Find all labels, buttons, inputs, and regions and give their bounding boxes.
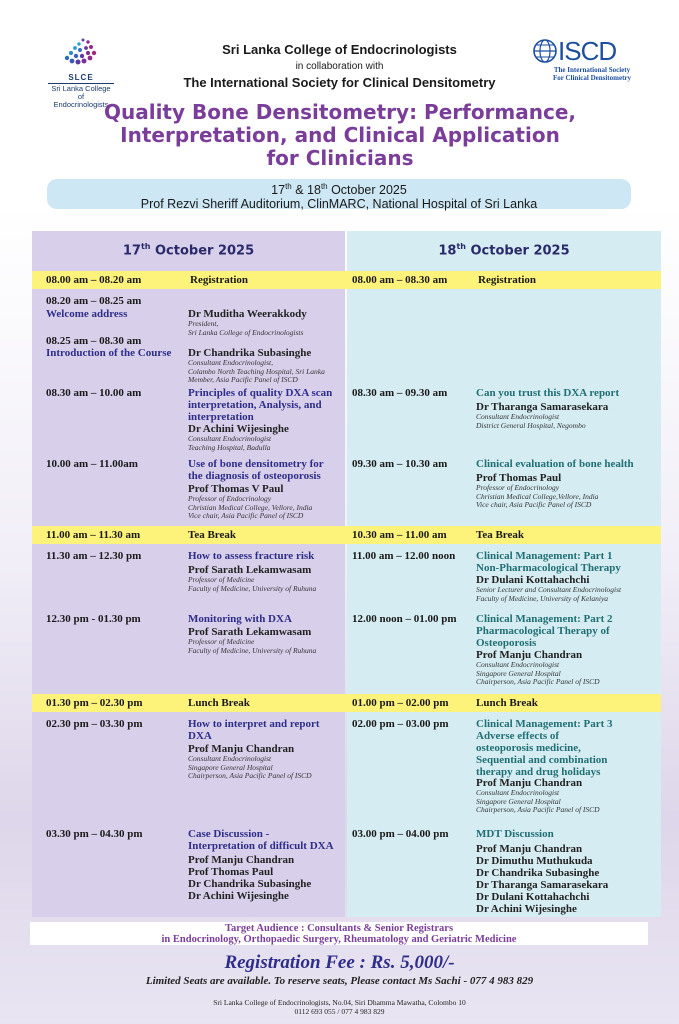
d2-s4-title1: Clinical Management: Part 2 (476, 613, 613, 625)
footer-address (0, 998, 679, 1016)
d1-s4-speaker: Prof Thomas V Paul (188, 483, 284, 495)
d2-s6-time: 03.00 pm – 04.00 pm (352, 828, 449, 840)
d1-s2-speaker: Dr Chandrika Subasinghe (188, 347, 312, 359)
day2-lunch-label: Lunch Break (476, 697, 538, 709)
d2-s3-time: 11.00 am – 12.00 noon (352, 550, 456, 562)
day1-heading (32, 242, 345, 258)
d2-s5-title1: Clinical Management: Part 3 (476, 718, 613, 730)
d1-s7-aff1: Consultant Endocrinologist (188, 754, 272, 763)
d2-s6-speaker1: Prof Manju Chandran (476, 843, 583, 855)
slce-name-line1: Sri Lanka College of (51, 84, 111, 101)
d1-s3-title3: interpretation (188, 411, 254, 423)
d1-s3-aff1: Consultant Endocrinologist (188, 434, 272, 443)
d1-s8-title (188, 828, 334, 852)
d2-s2-affiliation (476, 484, 598, 510)
day1-registration-time: 08.00 am – 08.20 am (46, 274, 142, 286)
title-line1: Quality Bone Densitometry: Performance, (103, 100, 577, 124)
d2-s5-affiliation (476, 789, 600, 815)
d1-s7-affiliation (188, 755, 312, 781)
date-month: October 2025 (327, 183, 407, 198)
d2-s4-title2: Pharmacological Therapy of (476, 625, 610, 637)
d2-s5-speaker: Prof Manju Chandran (476, 777, 583, 789)
d1-s2-aff3: Member, Asia Pacific Panel of ISCD (188, 375, 298, 384)
d1-s1-speaker: Dr Muditha Weerakkody (188, 308, 307, 320)
d2-s6-speaker5: Dr Dulani Kottahachchi (476, 891, 590, 903)
partner-name: The International Society for Clinical Densitometry (183, 75, 496, 90)
d1-s5-time: 11.30 am – 12.30 pm (46, 550, 142, 562)
d2-s2-aff3: Vice chair, Asia Pacific Panel of ISCD (476, 500, 592, 509)
d1-s4-title1: Use of bone densitometry for (188, 458, 324, 470)
d1-s4-aff1: Professor of Endocrinology (188, 494, 272, 503)
date-sup2: th (320, 182, 328, 191)
d1-s7-title2: DXA (188, 730, 212, 742)
date-day2: & 18 (291, 183, 321, 198)
d1-s5-speaker: Prof Sarath Lekamwasam (188, 564, 312, 576)
day1-tea-label: Tea Break (188, 529, 236, 541)
d1-s2-affiliation (188, 359, 325, 385)
d2-s5-aff2: Singapore General Hospital (476, 796, 561, 806)
d2-s5-title5: therapy and drug holidays (476, 766, 601, 778)
title-line3: for Clinicians (266, 146, 414, 170)
d1-s3-speaker: Dr Achini Wijesinghe (188, 423, 289, 435)
d2-s5-title (476, 718, 613, 778)
d2-s5-aff1: Consultant Endocrinologist (476, 788, 560, 797)
d2-s1-affiliation (476, 413, 586, 430)
slce-name-line2: Endocrinologists (53, 100, 109, 109)
d2-s4-aff3: Chairperson, Asia Pacific Panel of ISCD (476, 677, 600, 686)
d2-s1-title: Can you trust this DXA report (476, 387, 620, 399)
d1-s3-title2: interpretation, Analysis, and (188, 399, 322, 411)
collaboration-text: in collaboration with (295, 61, 384, 72)
day2-tea-time: 10.30 am – 11.00 am (352, 529, 447, 541)
audience-line1: Target Audience : Consultants & Senior Registrars (224, 923, 454, 934)
contact-note: Limited Seats are available. To reserve seats, Please contact Ms Sachi - 077 4 983 829 (145, 975, 534, 987)
d2-s2-speaker: Prof Thomas Paul (476, 472, 562, 484)
d2-s6-speakers (476, 843, 608, 915)
slce-abbr: SLCE (68, 73, 94, 82)
date-venue-box (47, 179, 631, 212)
d1-s8-speaker4: Dr Achini Wijesinghe (188, 890, 289, 902)
day2-heading (347, 242, 661, 258)
d1-s8-speakers (188, 854, 311, 902)
d1-s7-title1: How to interpret and report (188, 718, 320, 730)
audience-line2: in Endocrinology, Orthopaedic Surgery, Rheumatology and Geriatric Medicine (161, 934, 517, 945)
d2-s6-speaker4: Dr Tharanga Samarasekara (476, 879, 609, 891)
d2-s1-aff2: District General Hospital, Negombo (476, 420, 586, 430)
d1-s1-aff1: President, (188, 319, 219, 328)
day1-lunch-time: 01.30 pm – 02.30 pm (46, 697, 143, 709)
d1-s6-speaker: Prof Sarath Lekamwasam (188, 626, 312, 638)
d1-s8-speaker3: Dr Chandrika Subasinghe (188, 878, 312, 890)
d2-s1-aff1: Consultant Endocrinologist (476, 412, 560, 421)
d1-s2-time: 08.25 am – 08.30 am (46, 335, 142, 347)
d1-s4-aff3: Vice chair, Asia Pacific Panel of ISCD (188, 511, 304, 520)
d2-s6-speaker3: Dr Chandrika Subasinghe (476, 867, 600, 879)
day1-tea-time: 11.00 am – 11.30 am (46, 529, 141, 541)
d1-s6-title: Monitoring with DXA (188, 613, 292, 625)
d2-s4-affiliation (476, 661, 600, 687)
d1-s8-title2: Interpretation of difficult DXA (188, 840, 334, 852)
day1-lunch-label: Lunch Break (188, 697, 250, 709)
d1-s7-aff2: Singapore General Hospital (188, 762, 273, 772)
d1-s2-aff2: Colambo North Teaching Hospital, Sri Lanka (188, 366, 325, 376)
d2-s3-affiliation (476, 586, 621, 603)
day2-sup: th (456, 242, 466, 251)
footer-line1: Sri Lanka College of Endocrinologists, No.04, Siri Dhamma Mawatha, Colombo 10 (213, 998, 466, 1007)
d1-s4-affiliation (188, 495, 312, 521)
d2-s2-time: 09.30 am – 10.30 am (352, 458, 448, 470)
d1-s6-affiliation (188, 638, 316, 655)
d2-s5-title3: osteoporosis medicine, (476, 742, 581, 754)
organizer-name: Sri Lanka College of Endocrinologists (222, 42, 457, 57)
d2-s5-aff3: Chairperson, Asia Pacific Panel of ISCD (476, 805, 600, 814)
d1-s3-time: 08.30 am – 10.00 am (46, 387, 142, 399)
event-dates (47, 180, 631, 197)
d1-s7-time: 02.30 pm – 03.30 pm (46, 718, 143, 730)
d1-s5-aff1: Professor of Medicine (188, 575, 255, 584)
d2-s3-title2: Non-Pharmacological Therapy (476, 562, 621, 574)
footer-line2: 0112 693 055 / 077 4 983 829 (294, 1007, 385, 1016)
d2-s6-speaker6: Dr Achini Wijesinghe (476, 903, 577, 915)
d2-s6-title: MDT Discussion (476, 828, 554, 840)
d1-s1-aff2: Sri Lanka College of Endocrinologists (188, 327, 304, 337)
d1-s8-speaker2: Prof Thomas Paul (188, 866, 274, 878)
target-audience (30, 922, 648, 945)
d2-s3-aff1: Senior Lecturer and Consultant Endocrinologist (476, 585, 622, 594)
d1-s8-speaker1: Prof Manju Chandran (188, 854, 295, 866)
day2-registration-label: Registration (478, 274, 537, 286)
d1-s1-title: Welcome address (46, 308, 128, 320)
day1-month: October 2025 (150, 243, 255, 259)
d2-s2-title: Clinical evaluation of bone health (476, 458, 634, 470)
venue-name: Prof Rezvi Sheriff Auditorium, ClinMARC, National Hospital of Sri Lanka (140, 197, 538, 212)
d1-s7-aff3: Chairperson, Asia Pacific Panel of ISCD (188, 771, 312, 780)
d2-s3-aff2: Faculty of Medicine, University of Kelaniya (476, 593, 609, 603)
day2-registration-time: 08.00 am – 08.30 am (352, 274, 448, 286)
day1-num: 17 (122, 243, 141, 259)
d2-s4-title (476, 613, 613, 649)
registration-fee: Registration Fee : Rs. 5,000/- (224, 952, 455, 973)
d2-s4-aff1: Consultant Endocrinologist (476, 660, 560, 669)
d1-s3-aff2: Teaching Hospital, Badulla (188, 442, 271, 452)
title-line2: Interpretation, and Clinical Application (120, 123, 560, 147)
d1-s7-title (188, 718, 320, 742)
d1-s3-affiliation (188, 435, 271, 452)
d2-s3-title1: Clinical Management: Part 1 (476, 550, 613, 562)
d2-s4-title3: Osteoporosis (476, 637, 537, 649)
d2-s2-aff2: Christian Medical College,Vellore, India (476, 491, 599, 501)
d1-s3-title1: Principles of quality DXA scan (188, 387, 333, 399)
d1-s7-speaker: Prof Manju Chandran (188, 743, 295, 755)
d1-s3-title (188, 387, 332, 423)
day2-month: October 2025 (465, 243, 570, 259)
d1-s6-time: 12.30 pm - 01.30 pm (46, 613, 141, 625)
d2-s5-title2: Adverse effects of (476, 730, 560, 742)
d1-s4-title (188, 458, 324, 482)
d2-s1-speaker: Dr Tharanga Samarasekara (476, 401, 609, 413)
d2-s1-time: 08.30 am – 09.30 am (352, 387, 448, 399)
d2-s3-speaker: Dr Dulani Kottahachchi (476, 574, 590, 586)
date-day1: 17 (271, 183, 286, 198)
d2-s4-speaker: Prof Manju Chandran (476, 649, 583, 661)
d1-s6-aff1: Professor of Medicine (188, 637, 255, 646)
day2-tea-label: Tea Break (476, 529, 524, 541)
d1-s4-aff2: Christian Medical College, Vellore, India (188, 502, 313, 512)
d1-s5-title: How to assess fracture risk (188, 550, 315, 562)
d2-s4-time: 12.00 noon – 01.00 pm (352, 613, 457, 625)
iscd-abbr: ISCD (558, 36, 617, 66)
d1-s4-time: 10.00 am – 11.00am (46, 458, 138, 470)
day2-lunch-time: 01.00 pm – 02.00 pm (352, 697, 449, 709)
day1-registration-label: Registration (190, 274, 249, 286)
d1-s4-title2: the diagnosis of osteoporosis (188, 470, 321, 482)
day2-num: 18 (438, 243, 457, 259)
d2-s5-title4: Sequential and combination (476, 754, 608, 766)
d2-s6-speaker2: Dr Dimuthu Muthukuda (476, 855, 593, 867)
iscd-name-line2: For Clinical Densitometry (552, 74, 632, 82)
d1-s1-time: 08.20 am – 08.25 am (46, 295, 142, 307)
d1-s1-affiliation (188, 320, 303, 337)
iscd-name-line1: The International Society (553, 66, 631, 74)
d2-s2-aff1: Professor of Endocrinology (476, 483, 560, 492)
d1-s8-title1: Case Discussion - (188, 828, 270, 840)
d1-s8-time: 03.30 pm – 04.30 pm (46, 828, 143, 840)
d1-s2-title: Introduction of the Course (46, 347, 172, 359)
d2-s5-time: 02.00 pm – 03.00 pm (352, 718, 449, 730)
d1-s2-aff1: Consultant Endocrinologist, (188, 358, 274, 367)
d2-s3-title (476, 550, 621, 574)
d1-s5-affiliation (188, 576, 316, 593)
d1-s6-aff2: Faculty of Medicine, University of Ruhuna (188, 645, 317, 655)
page-title (40, 101, 640, 170)
d2-s4-aff2: Singapore General Hospital (476, 668, 561, 678)
day1-sup: th (140, 242, 151, 251)
date-sup1: th (285, 182, 292, 191)
d1-s5-aff2: Faculty of Medicine, University of Ruhuna (188, 583, 317, 593)
